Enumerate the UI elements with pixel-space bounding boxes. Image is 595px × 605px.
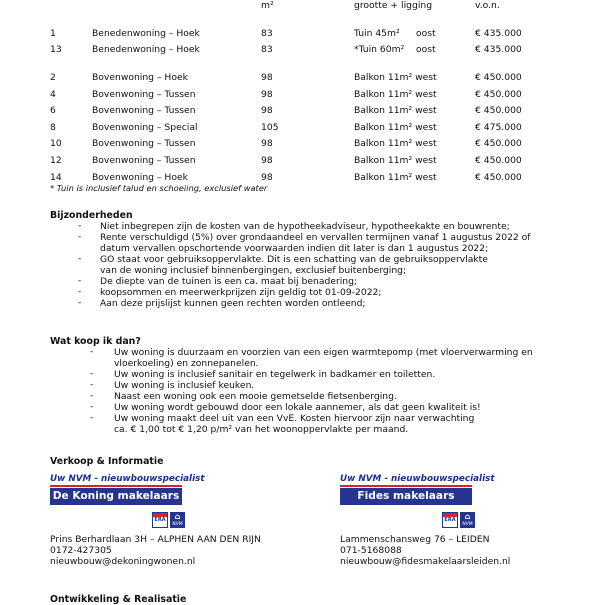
- row-ligging: oost: [416, 44, 436, 55]
- list-item: Rente verschuldigd (5%) over grondaandeel en vervallen termijnen vanaf 1 augustus 2022 of: [100, 232, 531, 243]
- row-type: Benedenwoning – Hoek: [92, 28, 200, 39]
- row-type: Bovenwoning – Tussen: [92, 155, 196, 166]
- table-row: [0, 72, 595, 84]
- row-tuin: Balkon 11m² west: [354, 89, 437, 100]
- logo-tagline: Uw NVM - nieuwbouwspecialist: [340, 474, 495, 484]
- row-m2: 98: [261, 72, 273, 83]
- row-prijs: € 450.000: [475, 172, 522, 183]
- row-nr: 4: [50, 89, 56, 100]
- list-item: Uw woning is inclusief keuken.: [114, 380, 255, 391]
- row-prijs: € 450.000: [475, 138, 522, 149]
- table-row: [0, 105, 595, 117]
- table-row: [0, 89, 595, 101]
- logo-red-line: [50, 485, 182, 487]
- row-ligging: oost: [416, 28, 436, 39]
- column-header-prijs: v.o.n.: [475, 0, 500, 11]
- row-tuin: Balkon 11m² west: [354, 72, 437, 83]
- row-m2: 98: [261, 172, 273, 183]
- table-row: [0, 122, 595, 134]
- row-prijs: € 450.000: [475, 89, 522, 100]
- row-nr: 12: [50, 155, 62, 166]
- list-item: De diepte van de tuinen is een ca. maat bij benadering;: [100, 276, 358, 287]
- row-type: Bovenwoning – Hoek: [92, 172, 188, 183]
- table-row: [0, 44, 595, 56]
- row-prijs: € 450.000: [475, 72, 522, 83]
- list-item: Aan deze prijslijst kunnen geen rechten worden ontleend;: [100, 298, 366, 309]
- list-item: vloerkoeling) en zonnepanelen.: [114, 358, 259, 369]
- left-address: Prins Berhardlaan 3H – ALPHEN AAN DEN RIJN: [50, 534, 261, 545]
- list-item: van de woning inclusief binnenbergingen, exclusief buitenberging;: [100, 265, 407, 276]
- row-tuin: Balkon 11m² west: [354, 105, 437, 116]
- row-nr: 14: [50, 172, 62, 183]
- table-row: [0, 155, 595, 167]
- row-m2: 83: [261, 28, 273, 39]
- row-tuin: Balkon 11m² west: [354, 172, 437, 183]
- row-prijs: € 450.000: [475, 155, 522, 166]
- row-type: Bovenwoning – Tussen: [92, 89, 196, 100]
- list-dash: -: [78, 221, 82, 231]
- left-phone: 0172-427305: [50, 545, 112, 556]
- row-m2: 98: [261, 155, 273, 166]
- row-tuin: *Tuin 60m²: [354, 44, 405, 55]
- row-m2: 98: [261, 105, 273, 116]
- row-type: Bovenwoning – Tussen: [92, 105, 196, 116]
- row-nr: 2: [50, 72, 56, 83]
- section-title-ontwikkeling: Ontwikkeling & Realisatie: [50, 594, 187, 605]
- logo-red-line: [340, 485, 472, 487]
- section-title-bijzonderheden: Bijzonderheden: [50, 210, 133, 221]
- row-m2: 98: [261, 138, 273, 149]
- logo-brand: Fides makelaars: [340, 488, 472, 505]
- de-koning-logo: [50, 474, 205, 532]
- list-dash: -: [90, 380, 94, 390]
- row-m2: 105: [261, 122, 279, 133]
- list-item: koopsommen en meerwerkprijzen zijn geldig tot 01-09-2022;: [100, 287, 382, 298]
- list-dash: -: [90, 369, 94, 379]
- logo-tagline: Uw NVM - nieuwbouwspecialist: [50, 474, 205, 484]
- right-email[interactable]: nieuwbouw@fidesmakelaarsleiden.nl: [340, 556, 511, 567]
- row-nr: 6: [50, 105, 56, 116]
- list-dash: -: [90, 347, 94, 357]
- row-prijs: € 475.000: [475, 122, 522, 133]
- table-footnote: * Tuin is inclusief talud en schoeiing, exclusief water: [50, 183, 268, 193]
- row-tuin: Balkon 11m² west: [354, 122, 437, 133]
- list-item: Naast een woning ook een mooie gemetselde fietsenberging.: [114, 391, 397, 402]
- list-dash: -: [78, 254, 82, 264]
- row-prijs: € 435.000: [475, 28, 522, 39]
- section-title-verkoop: Verkoop & Informatie: [50, 456, 164, 467]
- row-type: Bovenwoning – Special: [92, 122, 198, 133]
- list-item: Uw woning maakt deel uit van een VvE. Kosten hiervoor zijn naar verwachting: [114, 413, 475, 424]
- section-title-wat-koop: Wat koop ik dan?: [50, 336, 141, 347]
- list-dash: -: [90, 413, 94, 423]
- table-row: [0, 138, 595, 150]
- list-item: Uw woning wordt gebouwd door een lokale aannemer, als dat geen kwaliteit is!: [114, 402, 481, 413]
- row-nr: 13: [50, 44, 62, 55]
- row-prijs: € 450.000: [475, 105, 522, 116]
- nvm-logo-icon: ⌂ NVM: [460, 512, 475, 528]
- right-address: Lammenschansweg 76 – LEIDEN: [340, 534, 490, 545]
- row-tuin: Tuin 45m²: [354, 28, 400, 39]
- list-item: ca. € 1,00 tot € 1,20 p/m² van het woonoppervlakte per maand.: [114, 424, 409, 435]
- list-item: Uw woning is inclusief sanitair en tegelwerk in badkamer en toiletten.: [114, 369, 436, 380]
- row-tuin: Balkon 11m² west: [354, 155, 437, 166]
- right-phone: 071-5168088: [340, 545, 402, 556]
- table-row: [0, 28, 595, 40]
- left-email[interactable]: nieuwbouw@dekoningwonen.nl: [50, 556, 196, 567]
- list-dash: -: [78, 232, 82, 242]
- row-nr: 1: [50, 28, 56, 39]
- row-m2: 83: [261, 44, 273, 55]
- nvm-logo-icon: ⌂ NVM: [170, 512, 185, 528]
- list-dash: -: [78, 276, 82, 286]
- list-dash: -: [90, 402, 94, 412]
- row-type: Bovenwoning – Tussen: [92, 138, 196, 149]
- column-header-tuin: grootte + ligging: [354, 0, 433, 11]
- row-prijs: € 435.000: [475, 44, 522, 55]
- row-nr: 8: [50, 122, 56, 133]
- list-item: GO staat voor gebruiksoppervlakte. Dit is een schatting van de gebruiksoppervlakte: [100, 254, 488, 265]
- era-logo-icon: ERA: [152, 512, 168, 528]
- row-m2: 98: [261, 89, 273, 100]
- list-item: Niet inbegrepen zijn de kosten van de hypotheekadviseur, hypotheekakte en bouwrente;: [100, 221, 510, 232]
- list-dash: -: [78, 298, 82, 308]
- row-nr: 10: [50, 138, 62, 149]
- column-header-m2: m²: [261, 0, 274, 11]
- row-type: Benedenwoning – Hoek: [92, 44, 200, 55]
- row-tuin: Balkon 11m² west: [354, 138, 437, 149]
- row-type: Bovenwoning – Hoek: [92, 72, 188, 83]
- fides-logo: [340, 474, 495, 532]
- list-item: datum vervallen opschortende voorwaarden indien dit later is dan 1 augustus 2022;: [100, 243, 489, 254]
- logo-brand: De Koning makelaars: [50, 488, 182, 505]
- list-dash: -: [78, 287, 82, 297]
- era-logo-icon: ERA: [442, 512, 458, 528]
- list-item: Uw woning is duurzaam en voorzien van een eigen warmtepomp (met vloerverwarming en: [114, 347, 533, 358]
- list-dash: -: [90, 391, 94, 401]
